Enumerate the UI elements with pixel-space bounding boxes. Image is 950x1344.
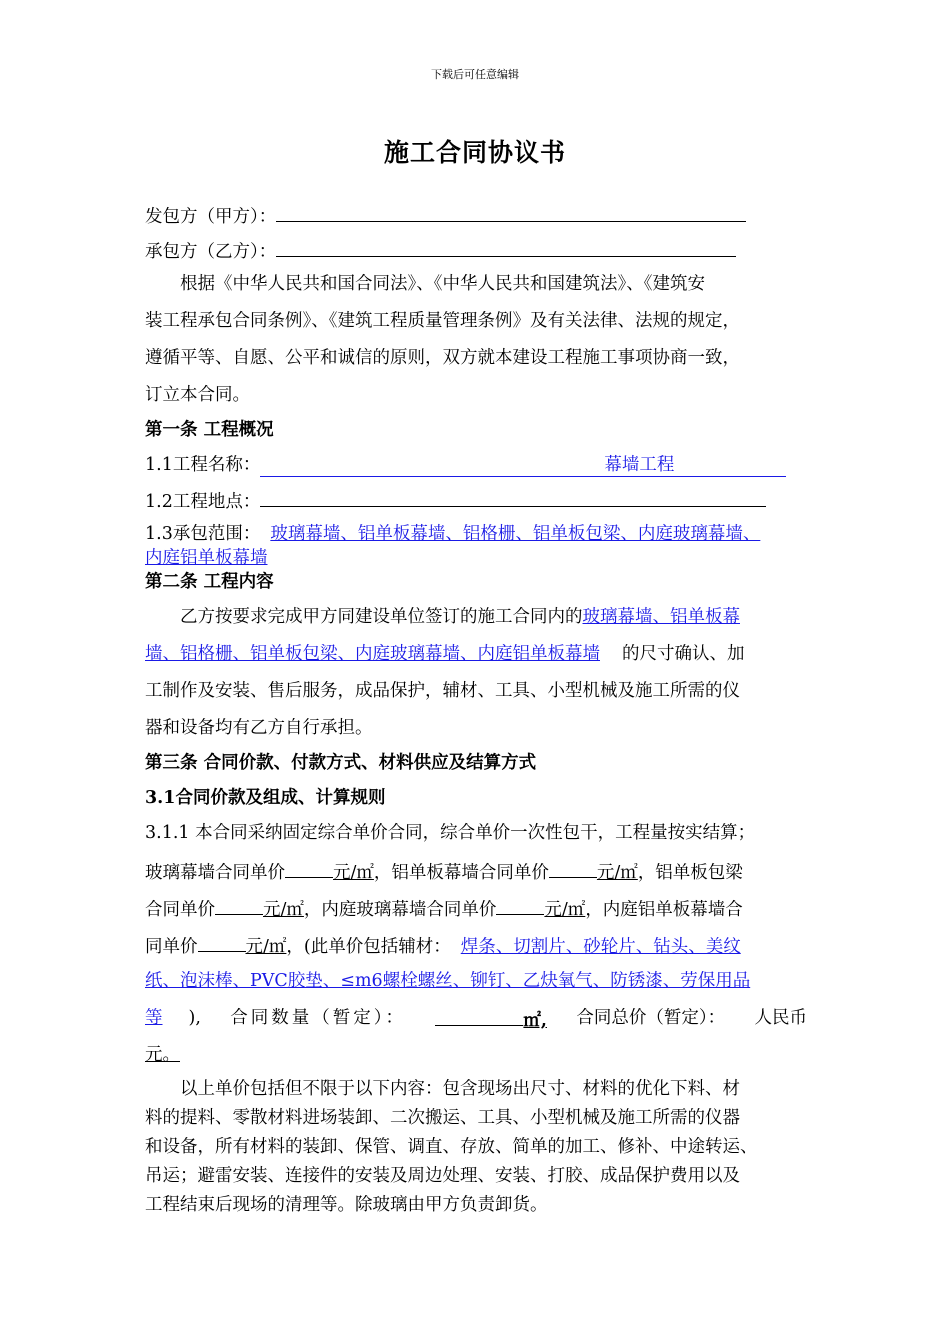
- accessories-list-3: 等: [145, 1008, 163, 1028]
- glass-curtain-price-label: 玻璃幕墙合同单价: [145, 863, 285, 883]
- preamble-line-4: 订立本合同。: [145, 385, 250, 405]
- article-3-line-5: [145, 970, 750, 992]
- article-3-line-4: [145, 933, 741, 958]
- yuan-end: 元。: [145, 1045, 180, 1065]
- article-2-text-2: 的尺寸确认、加: [622, 644, 745, 664]
- unit-3: 元/㎡: [263, 900, 304, 920]
- currency-label: 人民币: [754, 1008, 807, 1028]
- scope-row-1: [145, 523, 760, 545]
- party-b-label: 承包方（乙方）：: [145, 242, 277, 262]
- project-name-field[interactable]: [260, 454, 786, 477]
- beam-wrap-label: ，铝单板包梁: [637, 863, 743, 883]
- scope-value-2: 内庭铝单板幕墙: [145, 548, 268, 568]
- article-3-line-7: [145, 1044, 180, 1066]
- close-paren: ),: [188, 1008, 201, 1028]
- preamble-line-3: 遵循平等、自愿、公平和诚信的原则，双方就本建设工程施工事项协商一致，: [145, 348, 740, 368]
- article-3-line-2: [145, 859, 743, 884]
- party-b-blank[interactable]: [276, 238, 736, 257]
- accessories-list-1: 焊条、切割片、砂轮片、钻头、美纹: [460, 937, 741, 957]
- party-a-row: [145, 203, 746, 228]
- party-b-row: [145, 238, 736, 263]
- project-location-row: [145, 488, 766, 513]
- article-2-heading: 第二条 工程内容: [145, 572, 274, 592]
- accessories-intro: ，(此单价包括辅材：: [286, 937, 451, 957]
- party-a-label: 发包方（甲方）：: [145, 207, 277, 227]
- article-3-line-1: 3.1.1 本合同采纳固定综合单价合同，综合单价一次性包干，工程量按实结算；: [145, 823, 756, 843]
- header-note: 下载后可任意编辑: [431, 68, 519, 81]
- inclusion-line-2: 料的提料、零散材料进场装卸、二次搬运、工具、小型机械及施工所需的仪器: [145, 1108, 740, 1128]
- inner-aluminum-label: ，内庭铝单板幕墙合: [585, 900, 743, 920]
- quantity-unit: ㎡,: [523, 1011, 547, 1031]
- article-2-line-4: 器和设备均有乙方自行承担。: [145, 718, 373, 738]
- project-location-blank[interactable]: [260, 488, 766, 507]
- article-2-link-1: 玻璃幕墙、铝单板幕: [582, 607, 740, 627]
- unit-2: 元/㎡: [596, 863, 638, 883]
- article-3-heading: 第三条 合同价款、付款方式、材料供应及结算方式: [145, 753, 537, 773]
- article-3-line-6: [145, 1007, 807, 1032]
- article-2-line-3: 工制作及安装、售后服务，成品保护，辅材、工具、小型机械及施工所需的仪: [145, 681, 740, 701]
- scope-row-2: [145, 547, 300, 569]
- preamble-line-1: 根据《中华人民共和国合同法》、《中华人民共和国建筑法》、《建筑安: [180, 274, 705, 294]
- project-name-label: 1.1工程名称：: [145, 455, 261, 475]
- article-2-text-1: 乙方按要求完成甲方同建设单位签订的施工合同内的: [180, 607, 583, 627]
- inner-aluminum-price-blank[interactable]: [198, 933, 246, 952]
- beam-wrap-price-label: 合同单价: [145, 900, 215, 920]
- scope-value-1: 玻璃幕墙、铝单板幕墙、铝格栅、铝单板包梁、内庭玻璃幕墙、: [270, 524, 761, 544]
- aluminum-panel-price-label: ，铝单板幕墙合同单价: [373, 863, 549, 883]
- project-name-value: 幕墙工程: [604, 455, 675, 475]
- project-name-row: [145, 454, 786, 477]
- inner-glass-price-blank[interactable]: [496, 896, 544, 915]
- article-2-link-2: 墙、铝格栅、铝单板包梁、内庭玻璃幕墙、内庭铝单板幕墙: [145, 644, 600, 664]
- inclusion-line-4: 吊运；避雷安装、连接件的安装及周边处理、安装、打胶、成品保护费用以及: [145, 1166, 740, 1186]
- article-2-line-1: [180, 606, 740, 628]
- beam-wrap-price-blank[interactable]: [215, 896, 263, 915]
- total-label: 合同总价（暂定）：: [576, 1008, 726, 1028]
- article-2-line-2: [145, 643, 745, 665]
- glass-curtain-price-blank[interactable]: [285, 859, 333, 878]
- accessories-list-2: 纸、泡沫棒、PVC胶垫、≤m6螺栓螺丝、铆钉、乙炔氧气、防锈漆、劳保用品: [145, 971, 751, 991]
- article-1-heading: 第一条 工程概况: [145, 420, 274, 440]
- unit-5: 元/㎡: [245, 937, 287, 957]
- inner-glass-price-label: ，内庭玻璃幕墙合同单价: [303, 900, 497, 920]
- inclusion-line-1: 以上单价包括但不限于以下内容：包含现场出尺寸、材料的优化下料、材: [180, 1079, 740, 1099]
- article-3-line-3: [145, 896, 743, 921]
- scope-label: 1.3承包范围：: [145, 524, 261, 544]
- unit-4: 元/㎡: [544, 900, 586, 920]
- article-3-subheading: 3.1合同价款及组成、计算规则: [145, 788, 386, 808]
- document-title: 施工合同协议书: [383, 138, 566, 167]
- unit-1: 元/㎡: [333, 863, 374, 883]
- quantity-blank[interactable]: [435, 1007, 523, 1026]
- aluminum-panel-price-blank[interactable]: [549, 859, 597, 878]
- inclusion-line-3: 和设备，所有材料的装卸、保管、调直、存放、简单的加工、修补、中途转运、: [145, 1137, 758, 1157]
- party-a-blank[interactable]: [276, 203, 746, 222]
- quantity-label: 合同数量（暂定）：: [230, 1008, 407, 1028]
- project-location-label: 1.2工程地点：: [145, 492, 261, 512]
- preamble-line-2: 装工程承包合同条例》、《建筑工程质量管理条例》及有关法律、法规的规定，: [145, 311, 740, 331]
- inclusion-line-5: 工程结束后现场的清理等。除玻璃由甲方负责卸货。: [145, 1195, 548, 1215]
- inner-aluminum-price-label: 同单价: [145, 937, 198, 957]
